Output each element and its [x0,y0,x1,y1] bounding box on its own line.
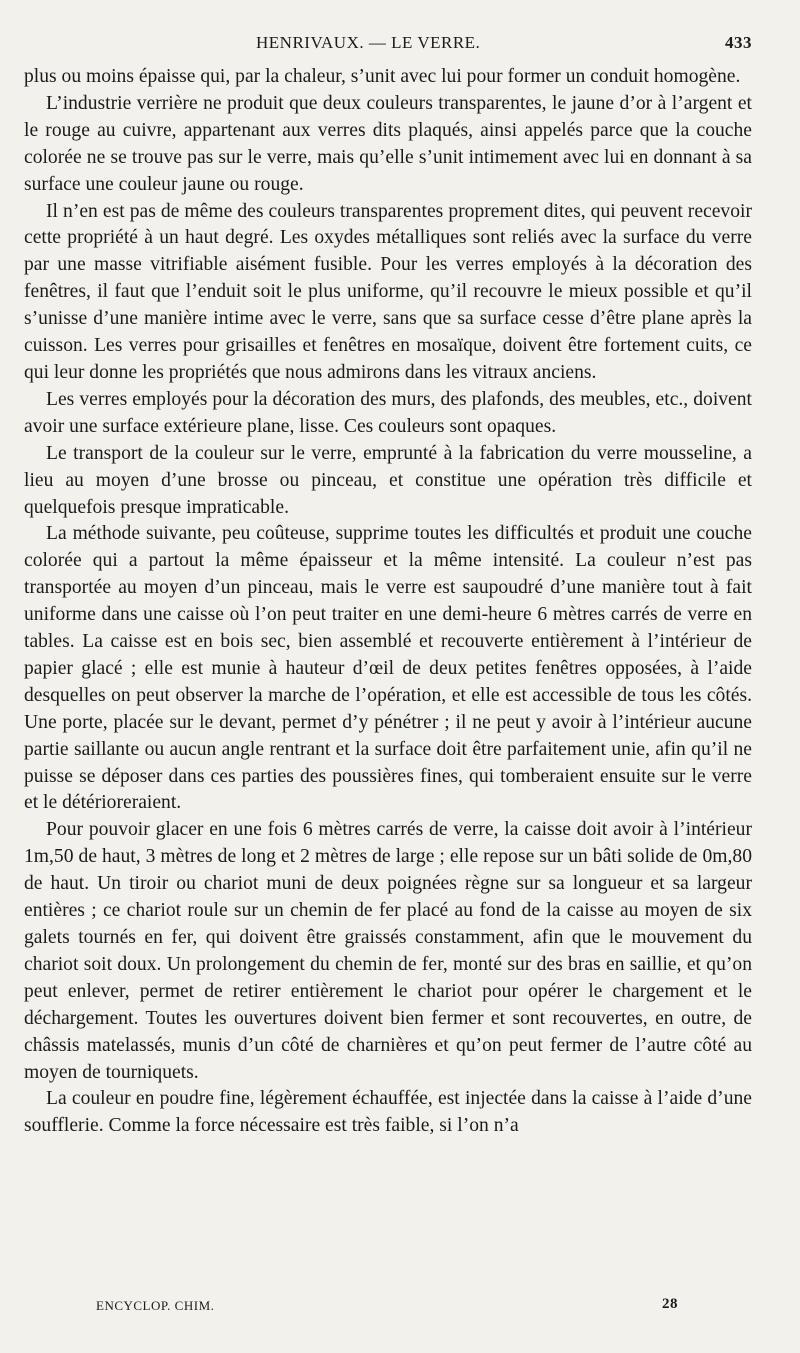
page-footer [0,1298,800,1320]
paragraph: La méthode suivante, peu coûteuse, supprime toutes les difficultés et produit une couche colorée qui a partout la même épaisseur et la même intensité. La couleur n’est pas transportée au moyen d’un pinceau, mais le verre est saupoudré d’une manière tout à fait uniforme dans une caisse où l’on peut traiter en une demi-heure 6 mètres carrés de verre en tables. La caisse est en bois sec, bien assemblé et recouverte entièrement à l’intérieur de papier glacé ; elle est munie à hauteur d’œil de deux petites fenêtres opposées, à l’aide desquelles on peut observer la marche de l’opération, et elle est accessible de tous les côtés. Une porte, placée sur le devant, permet d’y pénétrer ; il ne peut y avoir à l’intérieur aucune partie saillante ou aucun angle rentrant et la surface doit être parfaitement unie, afin qu’il ne puisse se déposer dans ces parties des poussières fines, qui tomberaient ensuite sur le verre et le détérioreraient. [24,523,752,814]
paragraph: plus ou moins épaisse qui, par la chaleur, s’unit avec lui pour former un conduit homogène. [24,66,741,87]
paragraph: Les verres employés pour la décoration des murs, des plafonds, des meubles, etc., doivent avoir une surface extérieure plane, lisse. Ces couleurs sont opaques. [24,388,752,437]
sheet-number: 28 [662,1296,678,1312]
body-text [24,64,752,1140]
paragraph: L’industrie verrière ne produit que deux couleurs transparentes, le jaune d’or à l’argent et le rouge au cuivre, appartenant aux verres dits plaqués, ainsi appelés parce que la couche colorée ne se trouve pas sur le verre, mais qu’elle s’unit intimement avec lui en donnant à sa surface une couleur jaune ou rouge. [24,92,752,195]
paragraph: La couleur en poudre fine, légèrement échauffée, est injectée dans la caisse à l’aide d’une soufflerie. Comme la force nécessaire est très faible, si l’on n’a [24,1088,752,1137]
paragraph: Le transport de la couleur sur le verre, emprunté à la fabrication du verre mousseline, a lieu au moyen d’une brosse ou pinceau, et constitue une opération très difficile et quelquefois presque impraticable. [24,442,752,518]
page-number: 433 [725,33,752,52]
signature-mark: ENCYCLOP. CHIM. [96,1298,215,1313]
paragraph: Il n’en est pas de même des couleurs transparentes proprement dites, qui peuvent recevoir cette propriété à un haut degré. Les oxydes métalliques sont reliés avec la surface du verre par une masse vitrifiable aisément fusible. Pour les verres employés à la décoration des fenêtres, il faut que l’enduit soit le plus uniforme, qu’il recouvre le mieux possible et qu’il s’unisse d’une manière intime avec le verre, sans que sa surface cesse d’être plane après la cuisson. Les verres pour grisailles et fenêtres en mosaïque, doivent être fortement cuits, ce qui leur donne les propriétés que nous admirons dans les vitraux anciens. [24,200,752,383]
running-title: HENRIVAUX. — LE VERRE. [256,33,481,52]
paragraph: Pour pouvoir glacer en une fois 6 mètres carrés de verre, la caisse doit avoir à l’intérieur 1m,50 de haut, 3 mètres de long et 2 mètres de large ; elle repose sur un bâti solide de 0m,80 de haut. Un tiroir ou chariot muni de deux poignées règne sur sa longueur et sa largeur entières ; ce chariot roule sur un chemin de fer placé au fond de la caisse au moyen de six galets tournés en fer, qui doivent être graissés constamment, afin que le mouvement du chariot soit doux. Un prolongement du chemin de fer, monté sur des bras en saillie, et qu’on peut enlever, permet de retirer entièrement le chariot pour opérer le chargement et le déchargement. Toutes les ouvertures doivent bien fermer et sont recouvertes, en outre, de châssis matelassés, munis d’un côté de charnières et qu’on peut fermer de l’autre côté au moyen de tourniquets. [24,819,752,1083]
page-header [0,33,800,57]
